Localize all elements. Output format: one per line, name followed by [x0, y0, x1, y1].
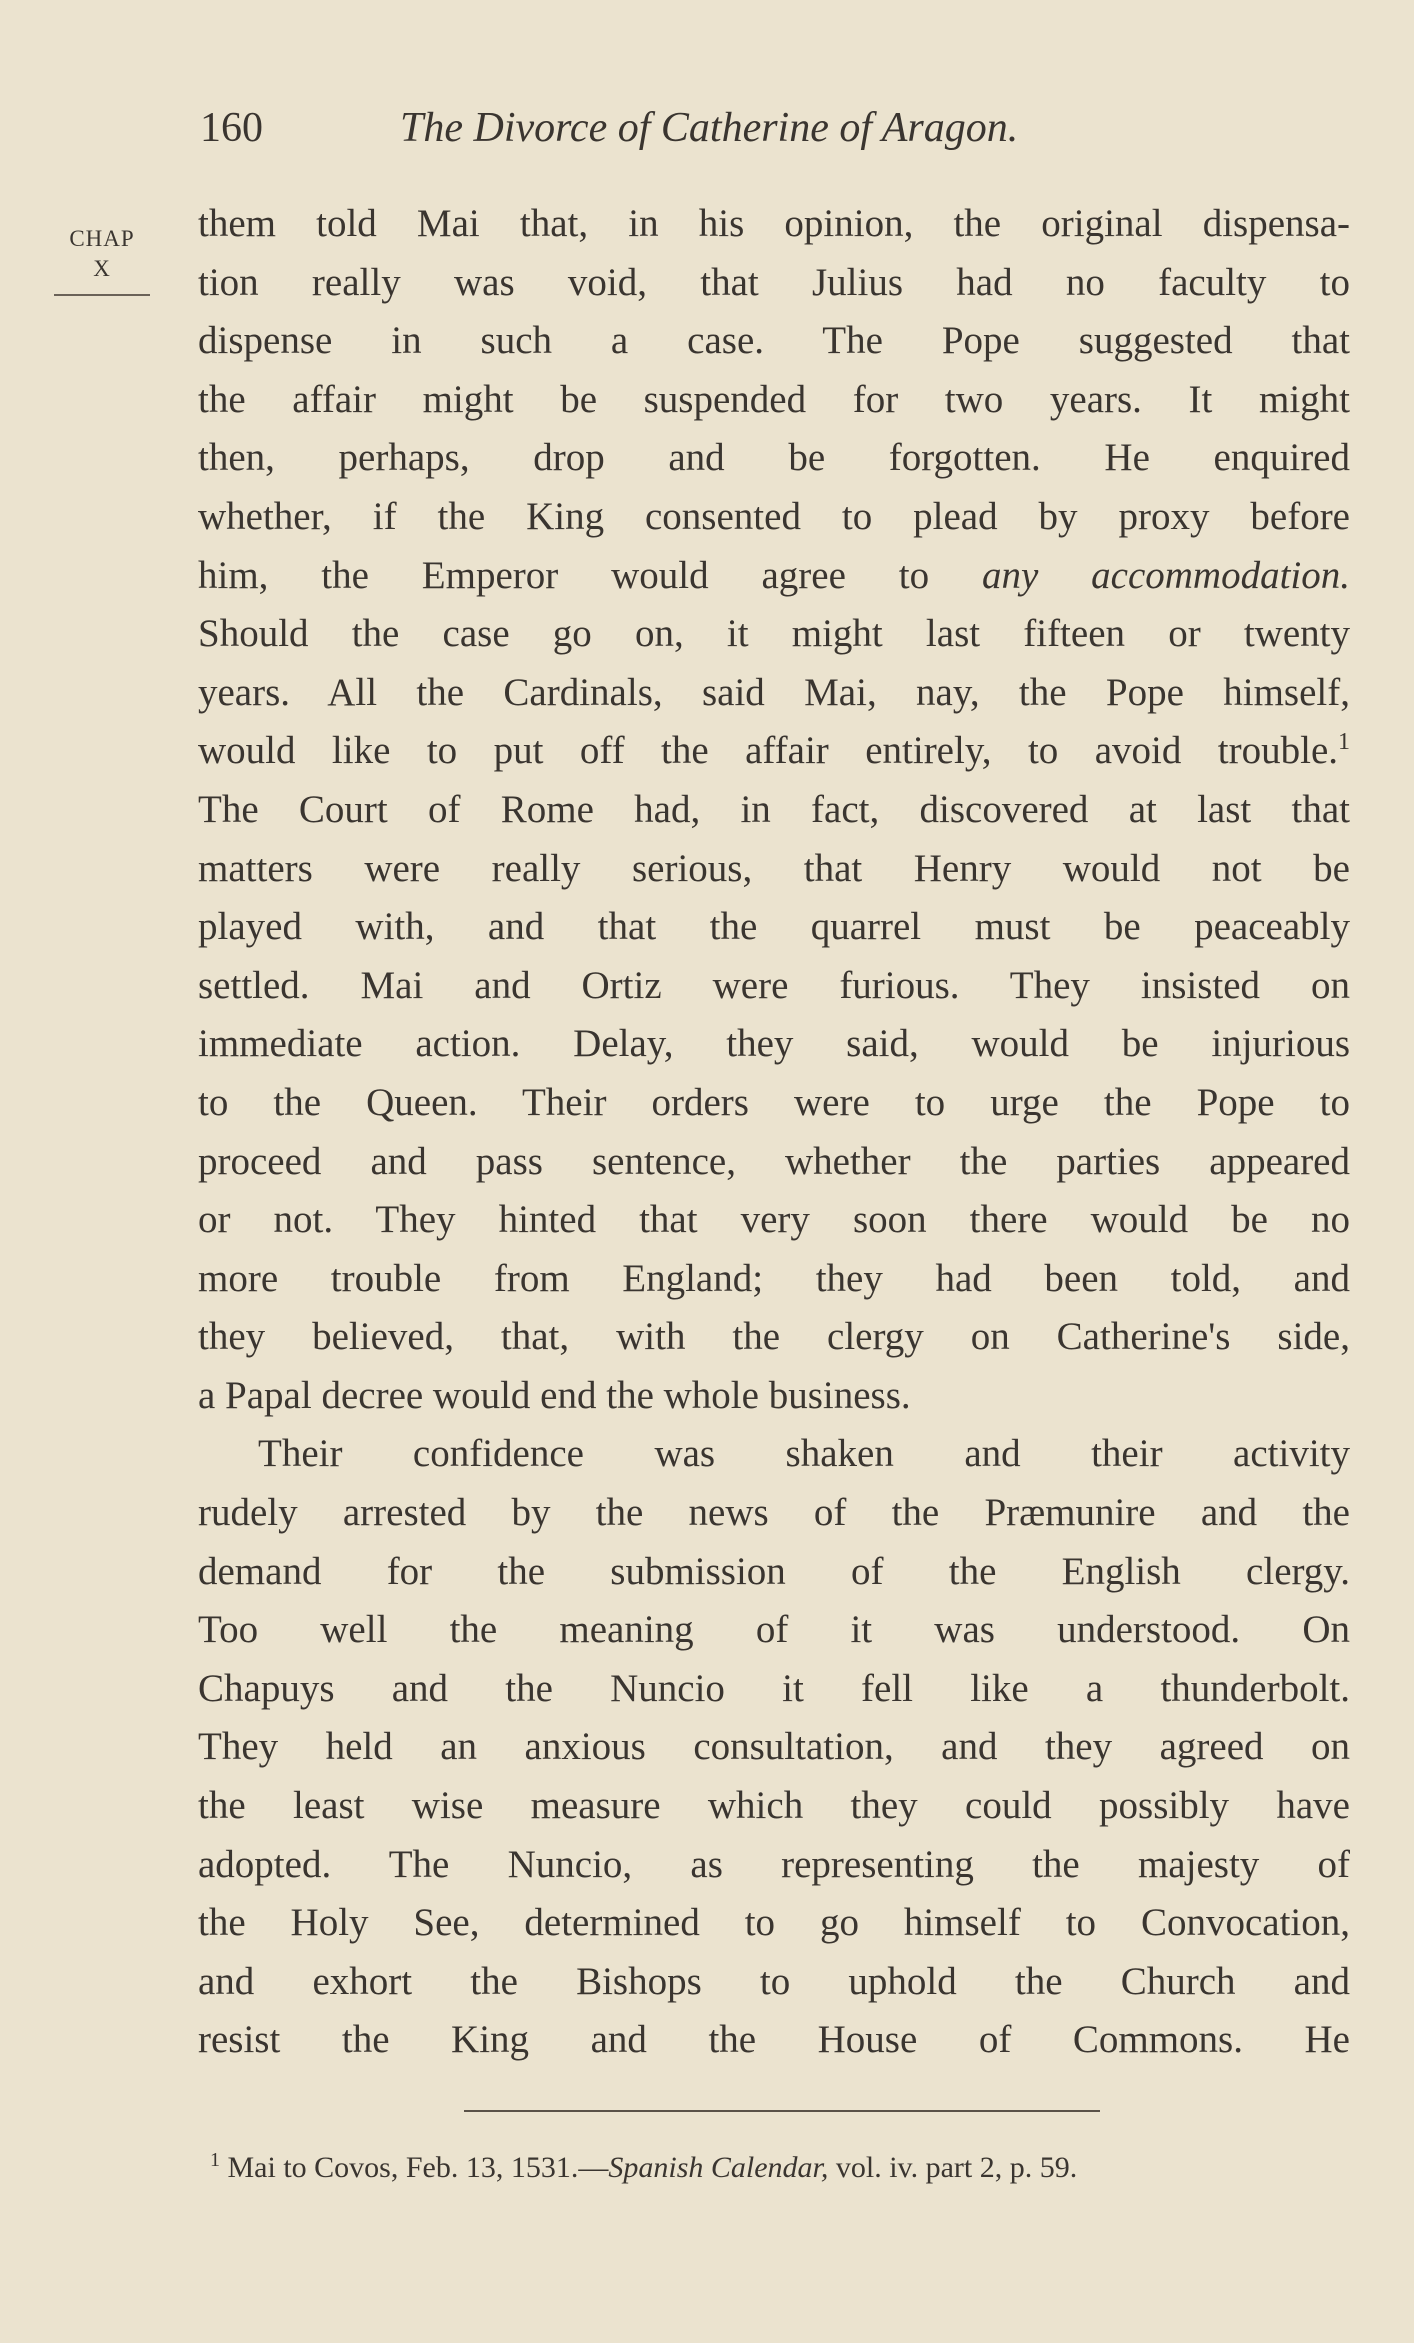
- text-line-with-italic: [198, 547, 1350, 606]
- text-line: played with, and that the quarrel must be peaceably: [198, 905, 1350, 949]
- text-line: Should the case go on, it might last fifteen or twenty: [198, 612, 1350, 656]
- text-line: They held an anxious consultation, and they agreed on: [198, 1725, 1350, 1769]
- text-line: tion really was void, that Julius had no faculty to: [198, 260, 1350, 304]
- text-line: a Papal decree would end the whole business.: [198, 1373, 911, 1417]
- text-line: Too well the meaning of it was understood. On: [198, 1608, 1350, 1652]
- running-title: The Divorce of Catherine of Aragon.: [400, 105, 1019, 151]
- text-line: whether, if the King consented to plead by proxy before: [198, 494, 1350, 538]
- text-line: settled. Mai and Ortiz were furious. They insisted on: [198, 963, 1350, 1007]
- footnote-citation: vol. iv. part 2, p. 59.: [835, 2151, 1078, 2184]
- text-line: adopted. The Nuncio, as representing the majesty of: [198, 1842, 1350, 1886]
- text-line: The Court of Rome had, in fact, discovered at last that: [198, 787, 1350, 831]
- text-line: or not. They hinted that very soon there would be no: [198, 1198, 1350, 1242]
- italic-phrase: any accommodation.: [981, 553, 1351, 597]
- text-line: them told Mai that, in his opinion, the original dispensa-: [198, 202, 1350, 245]
- margin-rule: [54, 294, 150, 296]
- page-number: 160: [200, 105, 263, 151]
- text-line: demand for the submission of the English clergy.: [198, 1549, 1350, 1593]
- text-line: more trouble from England; they had been told, and: [198, 1256, 1350, 1300]
- text-line: the affair might be suspended for two years. It might: [198, 377, 1350, 421]
- footnote-italic-title: Spanish Calendar,: [608, 2151, 829, 2184]
- text-line: to the Queen. Their orders were to urge the Pope to: [198, 1080, 1350, 1124]
- text-segment: would like to put off the affair entirely, to avoid trouble.: [198, 729, 1338, 773]
- chapter-label: CHAP: [69, 226, 135, 251]
- text-line: matters were really serious, that Henry would not be: [198, 846, 1350, 890]
- text-line: years. All the Cardinals, said Mai, nay, the Pope himself,: [198, 670, 1350, 714]
- text-line: proceed and pass sentence, whether the parties appeared: [198, 1139, 1350, 1183]
- text-line: the least wise measure which they could possibly have: [198, 1784, 1350, 1828]
- running-head: [200, 98, 1160, 158]
- text-line: they believed, that, with the clergy on Catherine's side,: [198, 1315, 1350, 1359]
- text-line: the Holy See, determined to go himself to Convocation,: [198, 1901, 1350, 1945]
- footnote-rule: [464, 2110, 1100, 2112]
- text-line: immediate action. Delay, they said, would be injurious: [198, 1022, 1350, 1066]
- text-line: rudely arrested by the news of the Præmunire and the: [198, 1491, 1350, 1535]
- text-line: dispense in such a case. The Pope suggested that: [198, 319, 1350, 363]
- text-line: resist the King and the House of Commons. He: [198, 2018, 1350, 2062]
- footnote: [210, 2148, 1350, 2188]
- footnote-text: Mai to Covos, Feb. 13, 1531.—: [227, 2151, 609, 2184]
- text-line: Their confidence was shaken and their activity: [258, 1432, 1350, 1476]
- text-line: and exhort the Bishops to uphold the Church and: [198, 1959, 1350, 2003]
- text-line-with-footnote: [198, 722, 1350, 781]
- footnote-reference: 1: [1338, 729, 1350, 756]
- body-text: [198, 195, 1350, 2070]
- chapter-number: X: [93, 256, 111, 281]
- footnote-marker: 1: [210, 2149, 220, 2171]
- paragraph-1: [198, 195, 1350, 1425]
- text-line: Chapuys and the Nuncio it fell like a thunderbolt.: [198, 1666, 1350, 1710]
- text-segment: him, the Emperor would agree to: [198, 553, 930, 597]
- text-line: then, perhaps, drop and be forgotten. He enquired: [198, 436, 1350, 480]
- chapter-margin-note: [52, 224, 152, 296]
- paragraph-2: [198, 1425, 1350, 2070]
